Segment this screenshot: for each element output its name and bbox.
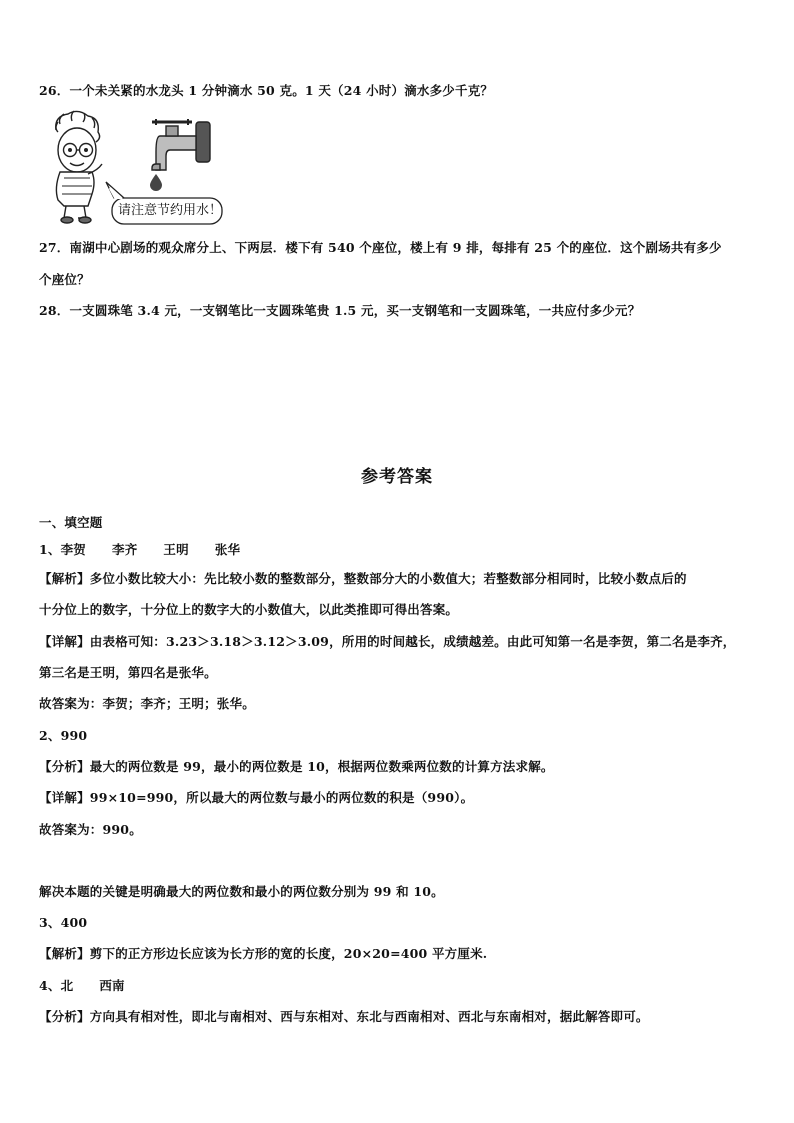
faucet-icon [152, 119, 210, 170]
answer-4-number: 4、 [39, 978, 61, 993]
answer-2-analysis: 【分析】最大的两位数是 99，最小的两位数是 10，根据两位数乘两位数的计算方法求解。 [39, 759, 554, 774]
answer-2-final: 故答案为：990。 [39, 822, 142, 837]
answer-1-number: 1、 [39, 542, 61, 557]
answer-1-detail-line2: 第三名是王明，第四名是张华。 [39, 665, 217, 680]
answer-4-item: 北 [60, 978, 74, 993]
answer-1-analysis-line1: 【解析】多位小数比较大小：先比较小数的整数部分，整数部分大的小数值大；若整数部分相同时，比较小数点后的 [39, 571, 687, 586]
answer-1-detail-line1: 【详解】由表格可知：3.23＞3.18＞3.12＞3.09，所用的时间越长，成绩越差。由此可知第一名是李贺，第二名是李齐， [39, 634, 736, 649]
answer-2-heading: 2、990 [39, 728, 88, 743]
answer-2-detail: 【详解】99×10=990，所以最大的两位数与最小的两位数的积是（990）。 [39, 790, 474, 805]
question-26: 26．一个未关紧的水龙头 1 分钟滴水 50 克。1 天（24 小时）滴水多少千克？ [39, 83, 494, 98]
water-drop-icon [150, 174, 162, 191]
answer-4-heading [39, 978, 759, 994]
answer-1-name: 王明 [163, 542, 189, 557]
answer-3-analysis: 【解析】剪下的正方形边长应该为长方形的宽的长度，20×20=400 平方厘米. [39, 946, 488, 961]
answer-3-heading: 3、400 [39, 915, 88, 930]
question-28: 28．一支圆珠笔 3.4 元，一支钢笔比一支圆珠笔贵 1.5 元，买一支钢笔和一支圆珠笔，一共应付多少元？ [39, 303, 641, 318]
answer-1-heading [39, 542, 759, 558]
boy-figure [56, 111, 102, 223]
answer-4-item: 西南 [99, 978, 125, 993]
answer-2-note: 解决本题的关键是明确最大的两位数和最小的两位数分别为 99 和 10。 [39, 884, 444, 899]
answer-4-analysis: 【分析】方向具有相对性，即北与南相对、西与东相对、东北与西南相对、西北与东南相对，据此解答即可。 [39, 1009, 649, 1024]
answer-1-name: 李贺 [60, 542, 87, 557]
speech-bubble-text: 请注意节约用水！ [117, 203, 222, 218]
answer-1-name: 张华 [214, 542, 241, 557]
answer-1-name: 李齐 [112, 542, 138, 557]
answer-1-final: 故答案为：李贺；李齐；王明；张华。 [39, 696, 255, 711]
question-27-line2: 个座位？ [39, 272, 90, 287]
answers-title: 参考答案 [361, 467, 433, 487]
answer-1-analysis-line2: 十分位上的数字，十分位上的数字大的小数值大，以此类推即可得出答案。 [39, 602, 459, 617]
question-27-line1: 27．南湖中心剧场的观众席分上、下两层．楼下有 540 个座位，楼上有 9 排，每排有 25 个的座位．这个剧场共有多少 [39, 240, 722, 255]
section-heading: 一、填空题 [39, 515, 103, 530]
